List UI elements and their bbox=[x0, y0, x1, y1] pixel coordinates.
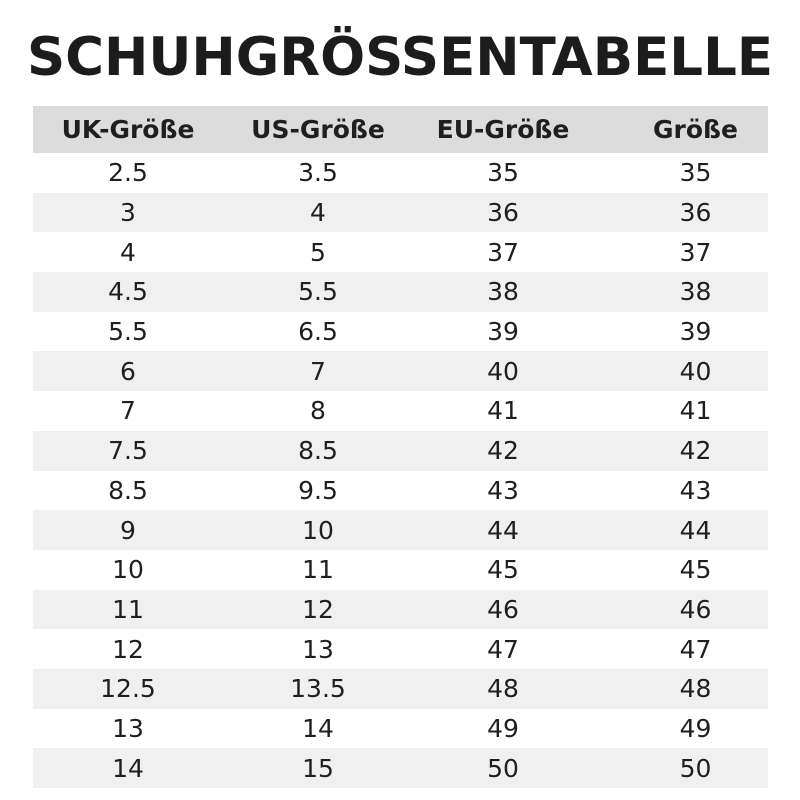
eu-size-cell: 46 bbox=[487, 594, 519, 624]
table-row bbox=[33, 312, 768, 352]
uk-size-cell: 6 bbox=[120, 356, 136, 386]
us-size-cell: 8.5 bbox=[298, 436, 338, 466]
eu-size-cell: 36 bbox=[487, 198, 519, 228]
table-row bbox=[33, 510, 768, 550]
page-title: SCHUHGRÖSSENTABELLE bbox=[26, 27, 774, 88]
table-body bbox=[33, 153, 768, 788]
header-uk-size: UK-Größe bbox=[61, 115, 195, 144]
size-cell: 40 bbox=[679, 356, 712, 386]
size-table bbox=[33, 106, 768, 788]
header-us-size: US-Größe bbox=[251, 115, 385, 144]
uk-size-cell: 8.5 bbox=[108, 475, 148, 505]
eu-size-cell: 43 bbox=[487, 475, 519, 505]
table-row bbox=[33, 351, 768, 391]
header-size: Größe bbox=[653, 115, 738, 144]
eu-size-cell: 45 bbox=[487, 555, 519, 585]
size-cell: 47 bbox=[679, 634, 712, 664]
size-cell: 46 bbox=[679, 594, 712, 624]
size-cell: 50 bbox=[679, 753, 712, 783]
table-row bbox=[33, 153, 768, 193]
us-size-cell: 12 bbox=[302, 594, 334, 624]
uk-size-cell: 11 bbox=[112, 594, 144, 624]
table-row bbox=[33, 471, 768, 511]
us-size-cell: 9.5 bbox=[298, 475, 338, 505]
table-row bbox=[33, 669, 768, 709]
uk-size-cell: 12 bbox=[112, 634, 144, 664]
size-cell: 45 bbox=[679, 555, 712, 585]
table-row bbox=[33, 272, 768, 312]
size-cell: 43 bbox=[679, 475, 712, 505]
eu-size-cell: 47 bbox=[487, 634, 519, 664]
us-size-cell: 13 bbox=[302, 634, 334, 664]
us-size-cell: 3.5 bbox=[298, 158, 338, 188]
size-cell: 39 bbox=[679, 317, 712, 347]
us-size-cell: 13.5 bbox=[290, 674, 346, 704]
uk-size-cell: 3 bbox=[120, 198, 136, 228]
size-cell: 37 bbox=[679, 237, 712, 267]
uk-size-cell: 4.5 bbox=[108, 277, 148, 307]
eu-size-cell: 41 bbox=[487, 396, 519, 426]
table-row bbox=[33, 391, 768, 431]
uk-size-cell: 10 bbox=[112, 555, 144, 585]
table-row bbox=[33, 431, 768, 471]
uk-size-cell: 9 bbox=[120, 515, 136, 545]
us-size-cell: 6.5 bbox=[298, 317, 338, 347]
eu-size-cell: 37 bbox=[487, 237, 519, 267]
size-cell: 41 bbox=[679, 396, 712, 426]
table-header-row bbox=[33, 106, 768, 153]
uk-size-cell: 13 bbox=[112, 713, 144, 743]
uk-size-cell: 12.5 bbox=[100, 674, 156, 704]
us-size-cell: 5.5 bbox=[298, 277, 338, 307]
size-cell: 42 bbox=[679, 436, 712, 466]
us-size-cell: 14 bbox=[302, 713, 334, 743]
uk-size-cell: 5.5 bbox=[108, 317, 148, 347]
eu-size-cell: 39 bbox=[487, 317, 519, 347]
uk-size-cell: 4 bbox=[120, 237, 136, 267]
eu-size-cell: 42 bbox=[487, 436, 519, 466]
table-row bbox=[33, 232, 768, 272]
us-size-cell: 5 bbox=[310, 237, 326, 267]
us-size-cell: 15 bbox=[302, 753, 334, 783]
us-size-cell: 7 bbox=[310, 356, 326, 386]
size-cell: 48 bbox=[679, 674, 712, 704]
header-eu-size: EU-Größe bbox=[436, 115, 570, 144]
size-cell: 38 bbox=[679, 277, 712, 307]
eu-size-cell: 35 bbox=[487, 158, 519, 188]
table-row bbox=[33, 550, 768, 590]
eu-size-cell: 40 bbox=[487, 356, 519, 386]
eu-size-cell: 48 bbox=[487, 674, 519, 704]
eu-size-cell: 50 bbox=[487, 753, 519, 783]
table-row bbox=[33, 748, 768, 788]
size-cell: 35 bbox=[679, 158, 712, 188]
size-cell: 49 bbox=[679, 713, 712, 743]
us-size-cell: 11 bbox=[302, 555, 334, 585]
eu-size-cell: 49 bbox=[487, 713, 519, 743]
table-row bbox=[33, 709, 768, 749]
uk-size-cell: 7.5 bbox=[108, 436, 148, 466]
table-row bbox=[33, 193, 768, 233]
eu-size-cell: 38 bbox=[487, 277, 519, 307]
uk-size-cell: 7 bbox=[120, 396, 136, 426]
us-size-cell: 4 bbox=[310, 198, 326, 228]
table-row bbox=[33, 629, 768, 669]
eu-size-cell: 44 bbox=[487, 515, 519, 545]
uk-size-cell: 14 bbox=[112, 753, 144, 783]
table-row bbox=[33, 590, 768, 630]
size-cell: 44 bbox=[679, 515, 712, 545]
size-cell: 36 bbox=[679, 198, 712, 228]
us-size-cell: 8 bbox=[310, 396, 326, 426]
us-size-cell: 10 bbox=[302, 515, 334, 545]
uk-size-cell: 2.5 bbox=[108, 158, 148, 188]
